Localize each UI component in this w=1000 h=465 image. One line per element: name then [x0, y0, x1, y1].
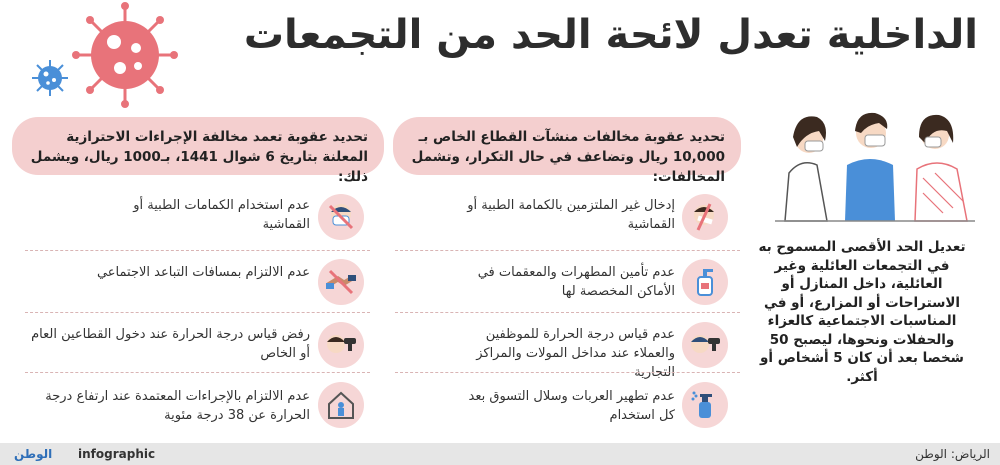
- footer-logo: الوطن: [14, 447, 53, 461]
- left-item-3: رفض قياس درجة الحرارة عند دخول القطاعين العام أو الخاص: [31, 327, 310, 361]
- left-item-1: عدم استخدام الكمامات الطبية أو القماشية: [133, 198, 310, 232]
- right-item-4: عدم تطهير العربات وسلال التسوق بعد كل استخدام: [468, 389, 675, 423]
- right-header: تحديد عقوبة مخالفات منشآت القطاع الخاص بـ 10,000 ريال وتضاعف في حال التكرار، وتشمل المخالفات:: [393, 117, 741, 175]
- separator: [395, 250, 740, 251]
- footer-source: الرياض: الوطن: [915, 447, 990, 461]
- thermometer-gun-icon: [682, 322, 728, 368]
- right-item-1: إدخال غير الملتزمين بالكمامة الطبية أو القماشية: [467, 198, 675, 232]
- right-item-2: عدم تأمين المطهرات والمعقمات في الأماكن المخصصة لها: [477, 265, 675, 299]
- masked-person-icon: [682, 194, 728, 240]
- no-handshake-icon: [318, 259, 364, 305]
- face-mask-icon: [318, 194, 364, 240]
- virus-icon: [70, 0, 180, 110]
- left-item-4: عدم الالتزام بالإجراءات المعتمدة عند ارتفاع درجة الحرارة عن 38 درجة مئوية: [45, 389, 310, 423]
- spray-bottle-icon: [682, 382, 728, 428]
- left-header: تحديد عقوبة تعمد مخالفة الإجراءات الاحترازية المعلنة بتاريخ 6 شوال 1441، بـ1000 ريال، ويشمل ذلك:: [12, 117, 384, 175]
- separator: [25, 372, 370, 373]
- separator: [25, 250, 370, 251]
- footer-brand: infographic: [78, 447, 156, 461]
- home-isolation-icon: [318, 382, 364, 428]
- right-item-3: عدم قياس درجة الحرارة للموظفين والعملاء عند مداخل المولات والمراكز التجارية: [476, 327, 675, 380]
- separator: [25, 312, 370, 313]
- left-item-2: عدم الالتزام بمسافات التباعد الاجتماعي: [96, 265, 310, 280]
- temperature-check-icon: [318, 322, 364, 368]
- side-note: تعديل الحد الأقصى المسموح به في التجمعات العائلية وغير العائلية، داخل المنازل أو الاستراحات أو المزارع، أو في المناسبات الاجتماعية كالعزاء والحفلات ونحوها، ليصبح 50 شخصا بعد أن كان 5 أشخاص أو أكثر.: [758, 239, 966, 385]
- sanitizer-icon: [682, 259, 728, 305]
- people-illustration: [775, 103, 975, 223]
- separator: [395, 372, 740, 373]
- small-virus-icon: [30, 58, 70, 98]
- separator: [395, 312, 740, 313]
- page-title: الداخلية تعدل لائحة الحد من التجمعات: [243, 12, 978, 58]
